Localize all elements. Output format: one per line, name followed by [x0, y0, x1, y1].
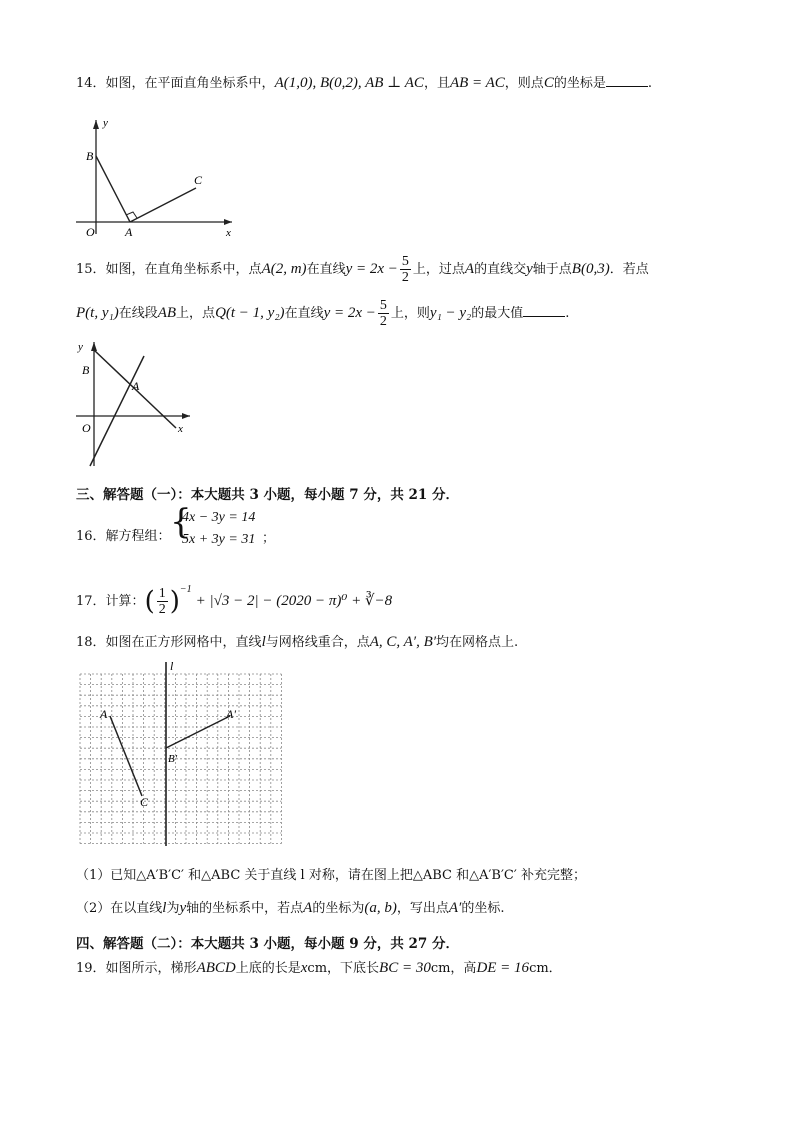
q14-math-b: AB = AC — [449, 75, 505, 91]
q19-text-a: 如图所示，梯形 — [105, 961, 197, 976]
q19-text-e: cm． — [529, 961, 562, 976]
q18-2-d: 的坐标为 — [312, 901, 365, 916]
q17-rest: + |√3 − 2| − (2020 − π)⁰ + ∛−8 — [195, 593, 393, 609]
q18-sub-1: （1）已知△A′B′C′ 和△ABC 关于直线 l 对称，请在图上把△ABC 和△A′B′C′ 补充完整； — [76, 868, 586, 883]
q19-math-d: DE = 16 — [476, 960, 530, 976]
q15-l1-m5: B(0,3) — [571, 261, 610, 277]
figure-14 — [70, 112, 240, 242]
fig14-label-b: B — [86, 149, 94, 163]
q18-2-m3: A — [303, 900, 313, 916]
q14-text-d: 的坐标是 — [553, 76, 606, 91]
q15-l2-m1: P(t, y₁) — [76, 305, 119, 321]
figure-15 — [72, 338, 197, 470]
fig14-segment-ab — [96, 156, 130, 222]
q15-l1-c: 上，过点 — [412, 262, 465, 277]
q16-equation-2: 5x + 3y = 31 — [182, 532, 256, 547]
q16-brace: { — [170, 502, 192, 542]
q17-paren-close: ) — [169, 586, 180, 617]
fig18-label-c: C — [140, 795, 149, 809]
fig14-label-y: y — [103, 117, 108, 129]
question-18 — [76, 631, 518, 651]
question-14 — [76, 72, 652, 92]
q15-l1-m2: y = 2x − — [345, 261, 398, 277]
q15-l1-m1: A(2, m) — [261, 261, 307, 277]
q15-l1-f: ．若点 — [609, 262, 649, 277]
q14-text-a: 如图，在平面直角坐标系中， — [105, 76, 275, 91]
q15-end: . — [565, 306, 570, 321]
q15-l1-a: 如图，在直角坐标系中，点 — [105, 262, 262, 277]
fig14-label-a: A — [125, 225, 133, 239]
q17-number: 17． — [76, 594, 106, 609]
q14-math-a: A(1,0), B(0,2), AB ⊥ AC — [274, 75, 424, 91]
q15-l2-m2: AB — [157, 305, 177, 321]
q15-l2-fraction — [378, 298, 389, 329]
fig18-grid — [80, 674, 281, 844]
q16-equation-1: 4x − 3y = 14 — [182, 510, 256, 525]
fig15-label-x: x — [178, 423, 183, 435]
q17-paren-open: ( — [144, 586, 155, 617]
q19-number: 19． — [76, 961, 106, 976]
q15-l2-d: 上，则 — [390, 306, 430, 321]
q18-2-c: 轴的坐标系中，若点 — [186, 901, 304, 916]
q19-text-d: cm，高 — [430, 961, 477, 976]
fig18-segment-ac — [110, 716, 142, 796]
figure-18 — [74, 656, 284, 852]
q15-l1-frac-den: 2 — [401, 270, 409, 285]
fig15-y-arrow — [91, 342, 97, 351]
q16-text: 解方程组： — [105, 529, 171, 544]
q16-number: 16． — [76, 529, 106, 544]
q15-l2-frac-num: 5 — [379, 298, 387, 313]
q15-l2-m3: Q(t − 1, y₂) — [215, 305, 285, 321]
question-16 — [76, 525, 171, 544]
q18-2-e: ，写出点 — [396, 901, 449, 916]
q19-math-c: BC = 30 — [379, 960, 431, 976]
q15-l1-d: 的直线交 — [474, 262, 527, 277]
q18-2-m1: l — [162, 900, 167, 916]
fig18-label-bp: B' — [168, 753, 178, 765]
q19-math-b: x — [300, 960, 308, 976]
q18-math-a: l — [261, 634, 266, 650]
q18-2-m5: A′ — [448, 900, 462, 916]
fig18-label-a: A — [100, 707, 108, 721]
q17-frac-den: 2 — [158, 602, 166, 617]
q15-l2-e: 的最大值 — [471, 306, 524, 321]
q15-l1-m4: y — [526, 261, 533, 277]
q17-frac-num: 1 — [158, 586, 166, 601]
q18-2-a: （2）在以直线 — [76, 901, 163, 916]
q18-text-b: 与网格线重合，点 — [265, 635, 370, 650]
q17-exponent: −1 — [179, 583, 192, 595]
fig15-label-b: B — [82, 363, 90, 377]
q16-end: ； — [262, 531, 276, 546]
fig18-label-l: l — [170, 659, 174, 673]
q15-answer-blank[interactable] — [523, 304, 565, 317]
q18-2-m4: (a, b) — [364, 900, 397, 916]
fig15-label-o: O — [82, 421, 91, 435]
q15-l2-m5: y₁ − y₂ — [429, 305, 472, 321]
q17-fraction — [157, 586, 168, 617]
q15-l2-m4: y = 2x − — [323, 305, 376, 321]
q14-math-c: C — [543, 75, 554, 91]
section-3-heading: 三、解答题（一）：本大题共 3 小题，每小题 7 分，共 21 分． — [76, 487, 460, 503]
question-15-line-1 — [76, 254, 649, 285]
fig14-x-arrow — [224, 219, 232, 225]
fig15-x-arrow — [182, 413, 190, 419]
q17-text: 计算： — [105, 594, 145, 609]
fig15-label-a: A — [132, 379, 140, 393]
q19-text-b: 上底的长是 — [235, 961, 301, 976]
question-17 — [76, 583, 393, 617]
q15-l2-b: 上，点 — [176, 306, 216, 321]
q14-text-c: ，则点 — [504, 76, 544, 91]
q18-text-c: 均在网格点上. — [436, 635, 519, 650]
q15-l1-frac-num: 5 — [401, 254, 409, 269]
q15-l1-e: 轴于点 — [532, 262, 572, 277]
question-19 — [76, 957, 562, 977]
q15-l1-m3: A — [464, 261, 475, 277]
q15-l2-c: 在直线 — [284, 306, 324, 321]
fig14-y-arrow — [93, 120, 99, 129]
q18-text-a: 如图在正方形网格中，直线 — [105, 635, 262, 650]
fig15-label-y: y — [78, 341, 83, 353]
q15-l2-a: 在线段 — [118, 306, 158, 321]
q14-answer-blank[interactable] — [606, 74, 648, 87]
section-4-heading: 四、解答题（二）：本大题共 3 小题，每小题 9 分，共 27 分． — [76, 936, 460, 952]
q15-l1-b: 在直线 — [306, 262, 346, 277]
fig14-label-o: O — [86, 225, 95, 239]
fig14-label-x: x — [226, 227, 231, 239]
q14-text-b: ，且 — [423, 76, 450, 91]
q15-l2-frac-den: 2 — [379, 314, 387, 329]
q19-math-a: ABCD — [196, 960, 236, 976]
q18-math-b: A, C, A′, B′ — [369, 634, 437, 650]
q18-2-f: 的坐标. — [461, 901, 505, 916]
q15-l1-fraction — [400, 254, 411, 285]
q15-number: 15． — [76, 262, 106, 277]
fig14-label-c: C — [194, 173, 203, 187]
fig18-label-ap: A' — [226, 707, 236, 721]
q19-text-c: cm，下底长 — [307, 961, 380, 976]
q14-end: . — [647, 76, 652, 91]
q14-number: 14． — [76, 76, 106, 91]
q18-2-m2: y — [179, 900, 187, 916]
q18-2-b: 为 — [166, 901, 180, 916]
q18-sub-2 — [76, 897, 504, 917]
q18-number: 18． — [76, 635, 106, 650]
fig14-segment-ac — [130, 188, 196, 222]
question-15-line-2 — [76, 298, 569, 329]
